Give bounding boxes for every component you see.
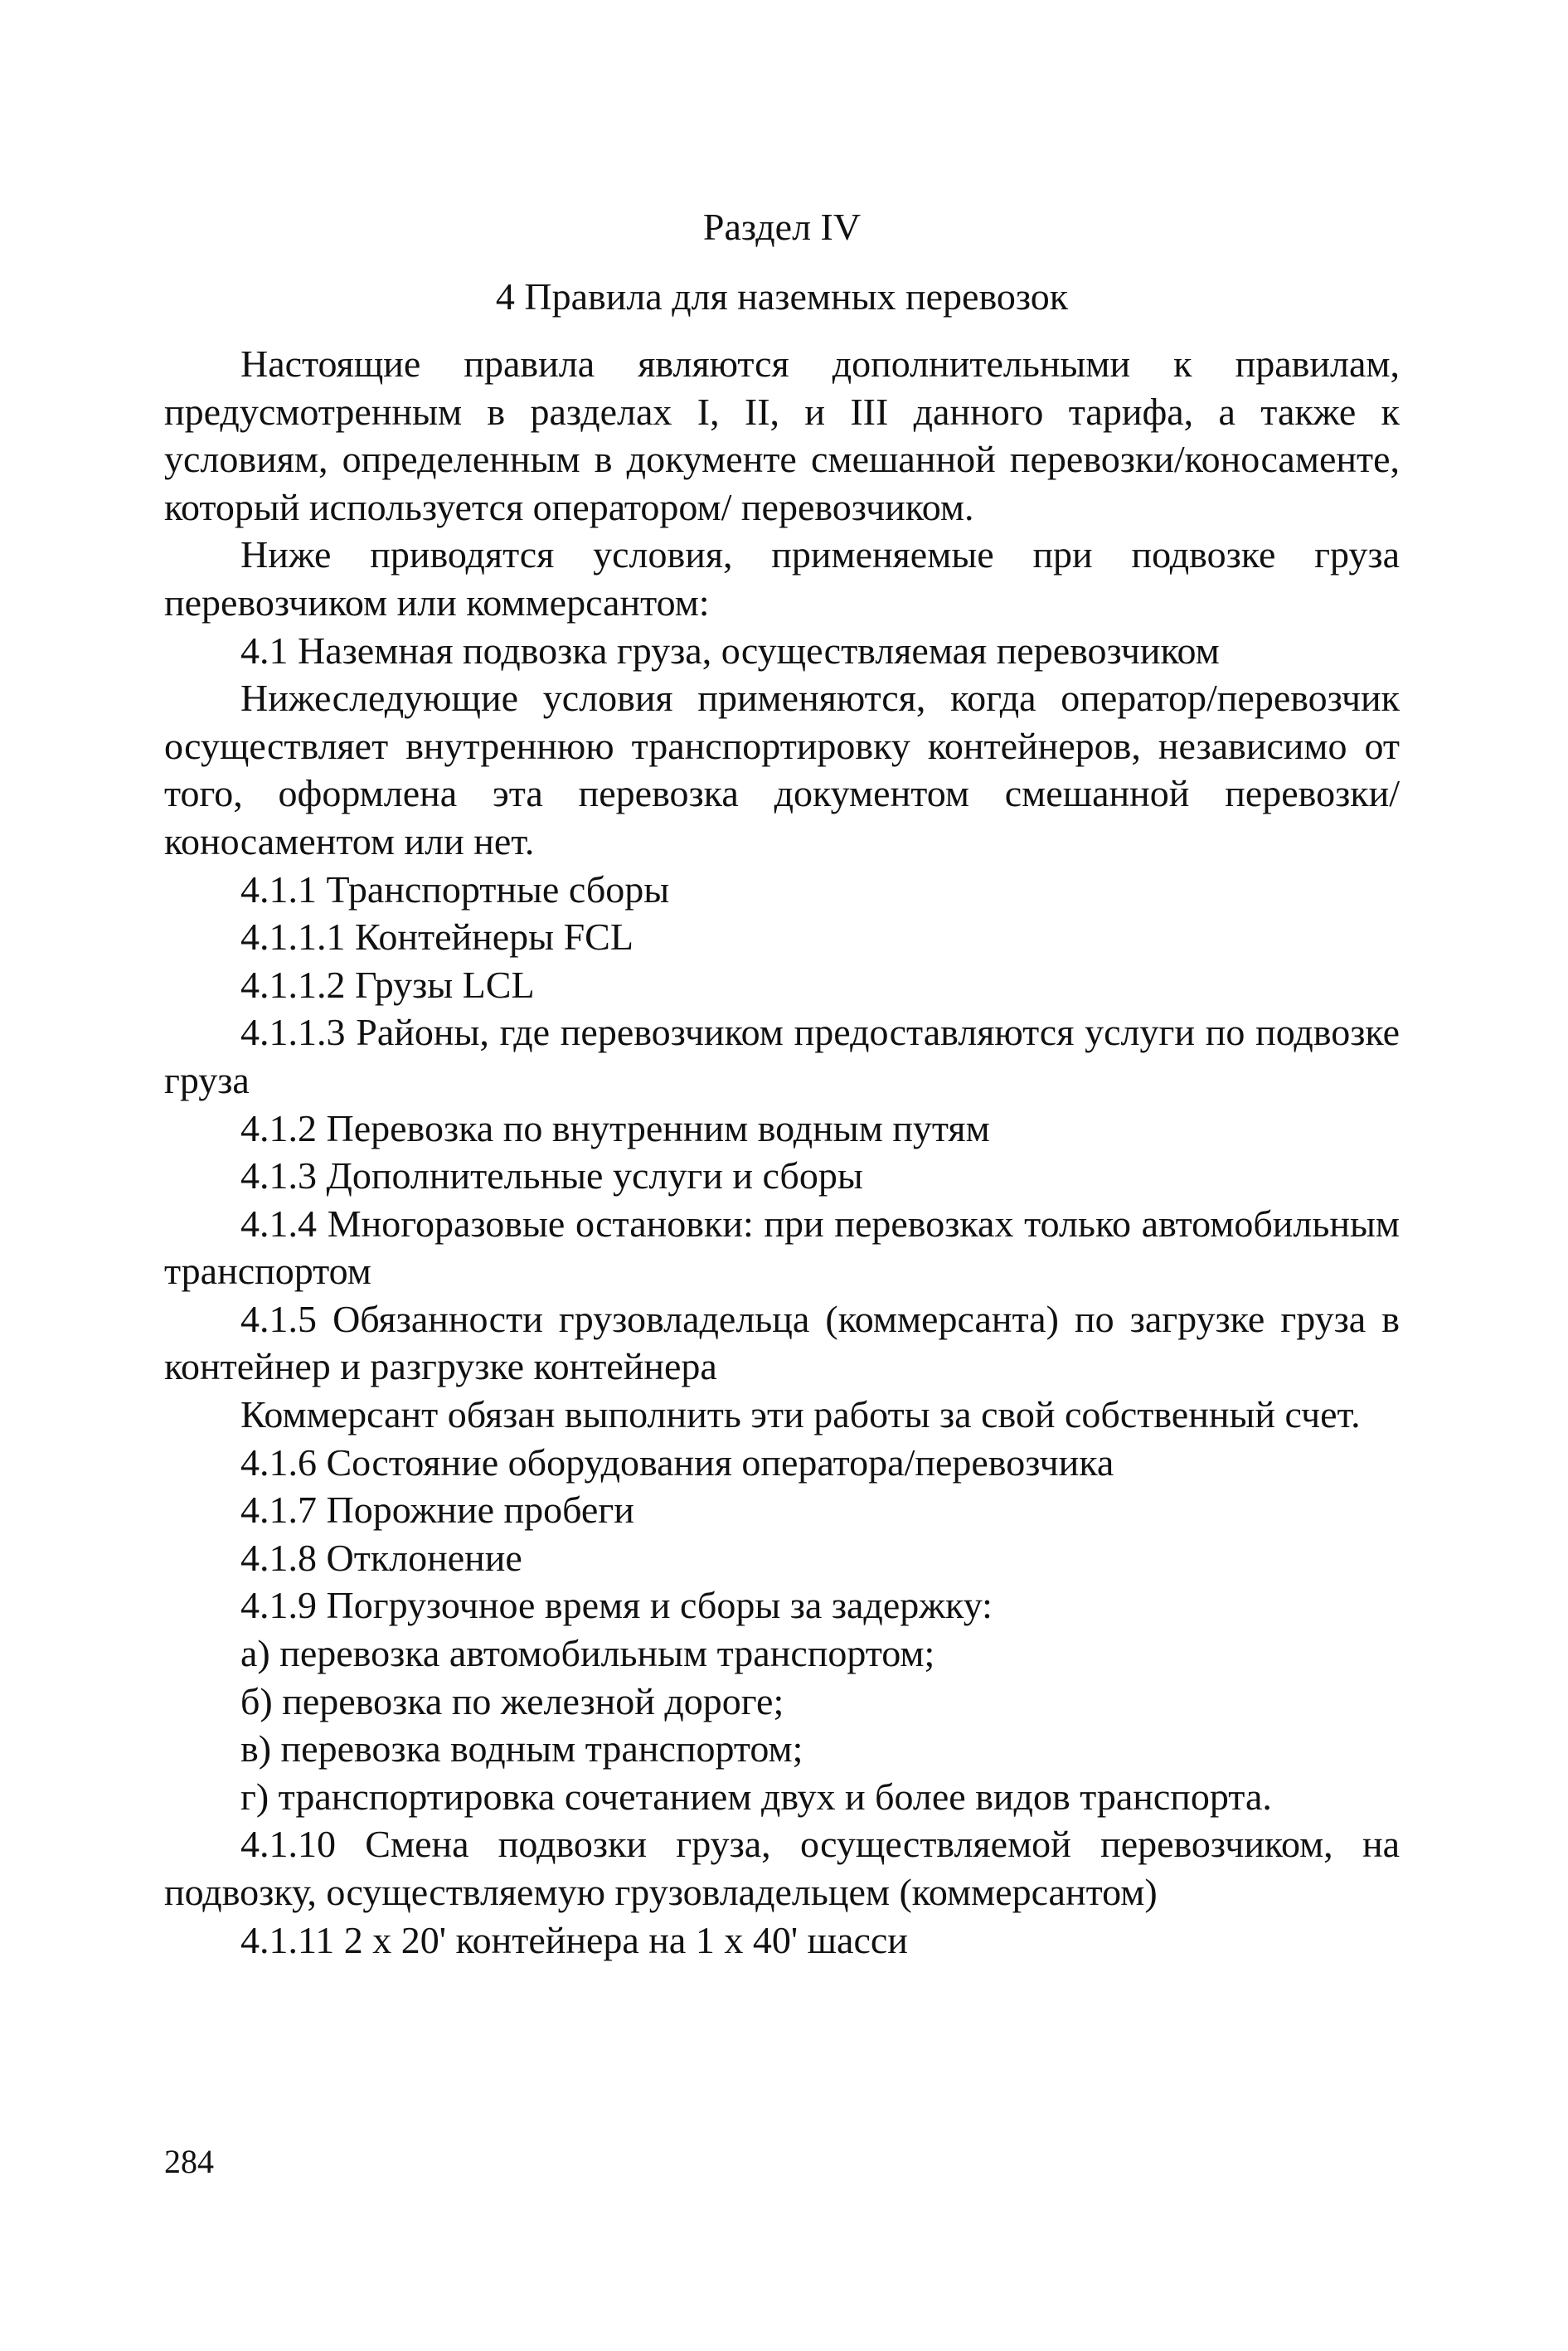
paragraph-following-conditions: Нижеследующие условия применяются, когда оператор/перевозчик осуществляет внутреннюю транспортировку контейнеров, независимо от того, оформлена эта перевозка документом смешанной перевозки/ коносаментом или нет. bbox=[164, 677, 1400, 862]
clause-4-1-5: 4.1.5 Обязанности грузовладельца (коммерсанта) по загрузке груза в контейнер и разгрузке контейнера bbox=[164, 1297, 1400, 1388]
clause-4-1: 4.1 Наземная подвозка груза, осуществляемая перевозчиком bbox=[240, 629, 1220, 672]
body-text bbox=[164, 340, 1400, 1964]
document-page bbox=[164, 0, 1400, 2351]
clause-4-1-1-1: 4.1.1.1 Контейнеры FCL bbox=[240, 916, 634, 959]
clause-4-1-11: 4.1.11 2 х 20' контейнера на 1 х 40' шасси bbox=[240, 1918, 908, 1961]
clause-4-1-7: 4.1.7 Порожние пробеги bbox=[240, 1489, 634, 1532]
list-item-v: в) перевозка водным транспортом; bbox=[240, 1727, 803, 1771]
paragraph-intro: Настоящие правила являются дополнительными к правилам, предусмотренным в разделах I, II, и III данного тарифа, а также к условиям, определенным в документе смешанной перевозки/коносаменте, который используется оператором/ перевозчиком. bbox=[164, 342, 1400, 528]
clause-4-1-1-3: 4.1.1.3 Районы, где перевозчиком предоставляются услуги по подвозке груза bbox=[164, 1011, 1400, 1101]
clause-4-1-6: 4.1.6 Состояние оборудования оператора/перевозчика bbox=[240, 1440, 1114, 1484]
list-item-g: г) транспортировка сочетанием двух и более видов транспорта. bbox=[240, 1775, 1272, 1818]
clause-4-1-9: 4.1.9 Погрузочное время и сборы за задержку: bbox=[240, 1584, 993, 1627]
clause-4-1-2: 4.1.2 Перевозка по внутренним водным путям bbox=[240, 1106, 990, 1149]
clause-4-1-3: 4.1.3 Дополнительные услуги и сборы bbox=[240, 1154, 863, 1197]
chapter-title: 4 Правила для наземных перевозок bbox=[495, 275, 1069, 318]
list-item-a: а) перевозка автомобильным транспортом; bbox=[240, 1632, 935, 1675]
clause-4-1-1-2: 4.1.1.2 Грузы LCL bbox=[240, 963, 535, 1006]
clause-4-1-10: 4.1.10 Смена подвозки груза, осуществляемой перевозчиком, на подвозку, осуществляемую грузовладельцем (коммерсантом) bbox=[164, 1823, 1400, 1913]
section-title: Раздел IV bbox=[702, 206, 862, 248]
list-item-b: б) перевозка по железной дороге; bbox=[240, 1679, 784, 1722]
page-number: 284 bbox=[164, 2143, 214, 2180]
clause-4-1-1: 4.1.1 Транспортные сборы bbox=[240, 867, 670, 911]
clause-4-1-8: 4.1.8 Отклонение bbox=[240, 1536, 522, 1579]
paragraph-conditions: Ниже приводятся условия, применяемые при подвозке груза перевозчиком или коммерсантом: bbox=[164, 533, 1400, 624]
clause-4-1-4: 4.1.4 Многоразовые остановки: при перевозках только автомобильным транспортом bbox=[164, 1202, 1400, 1293]
paragraph-merchant-obligation: Коммерсант обязан выполнить эти работы за свой собственный счет. bbox=[240, 1393, 1361, 1436]
